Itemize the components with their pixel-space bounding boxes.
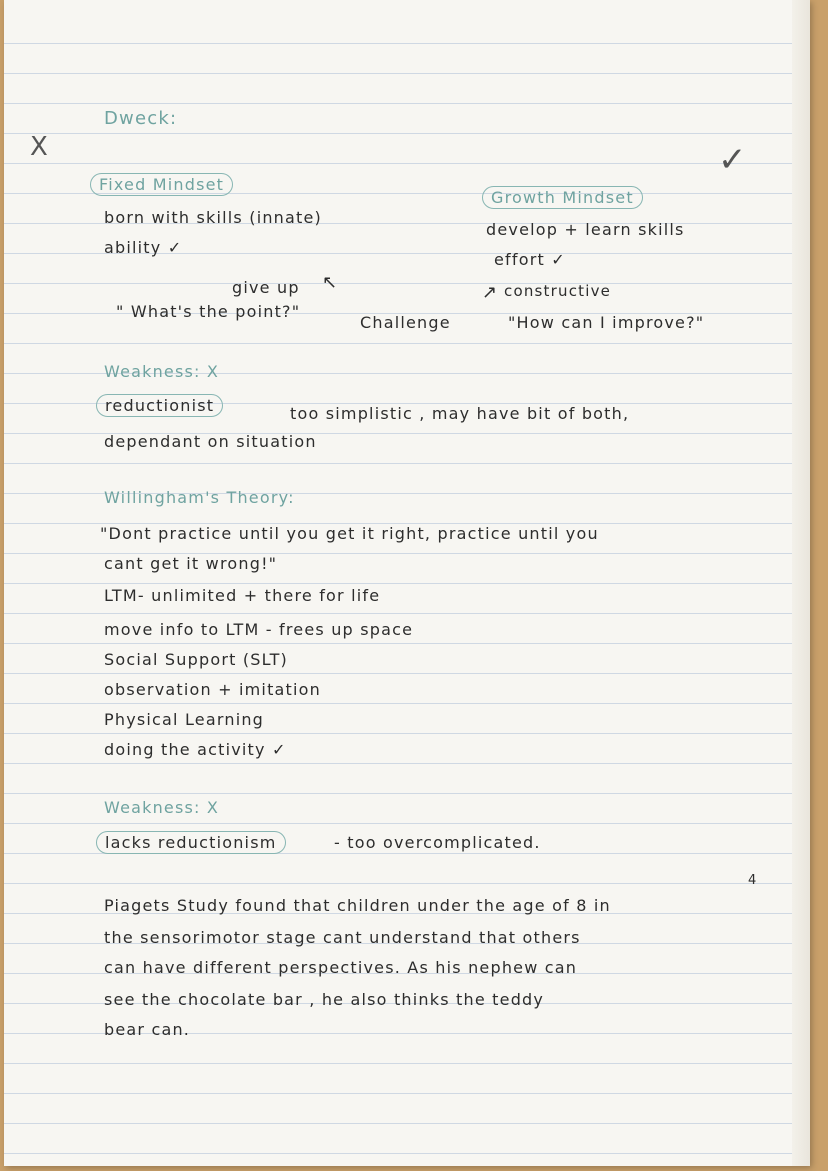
dweck-weakness-text2: dependant on situation xyxy=(104,432,317,451)
willingham-line-6: observation + imitation xyxy=(104,680,322,699)
growth-mindset-title: Growth Mindset xyxy=(482,186,643,209)
arrow-up-left-icon: ↖ xyxy=(322,272,339,293)
piaget-line-4: see the chocolate bar , he also thinks the teddy xyxy=(104,990,545,1009)
fixed-quote: " What's the point?" xyxy=(116,302,301,321)
willingham-line-1: "Dont practice until you get it right, practice until you xyxy=(100,524,599,543)
fixed-line-ability: ability ✓ xyxy=(104,238,183,257)
willingham-line-8: doing the activity ✓ xyxy=(104,740,287,759)
growth-line-develop: develop + learn skills xyxy=(486,220,685,239)
page-edge xyxy=(792,0,810,1166)
growth-line-effort: effort ✓ xyxy=(494,250,566,269)
piaget-line-1: Piagets Study found that children under the age of 8 in xyxy=(104,896,611,915)
lacks-reductionism-tag: lacks reductionism xyxy=(96,831,286,854)
age-correction-superscript: 4 xyxy=(748,873,758,888)
fixed-give-up: give up xyxy=(232,278,300,297)
willingham-heading: Willingham's Theory: xyxy=(104,488,295,507)
reductionist-tag: reductionist xyxy=(96,394,223,417)
willingham-weakness-text: - too overcomplicated. xyxy=(334,833,541,852)
growth-quote: "How can I improve?" xyxy=(508,313,705,332)
growth-constructive: constructive xyxy=(504,282,612,300)
willingham-line-4: move info to LTM - frees up space xyxy=(104,620,414,639)
growth-tick-mark: ✓ xyxy=(718,140,747,180)
willingham-weakness-title: Weakness: X xyxy=(104,798,220,817)
notebook-page xyxy=(4,0,810,1166)
challenge-label: Challenge xyxy=(360,313,451,332)
piaget-line-5: bear can. xyxy=(104,1020,191,1039)
dweck-heading: Dweck: xyxy=(104,108,178,129)
willingham-line-2: cant get it wrong!" xyxy=(104,554,278,573)
fixed-line-innate: born with skills (innate) xyxy=(104,208,322,227)
dweck-weakness-title: Weakness: X xyxy=(104,362,220,381)
fixed-mindset-title: Fixed Mindset xyxy=(90,173,233,196)
willingham-line-3: LTM- unlimited + there for life xyxy=(104,586,381,605)
margin-cross-mark: X xyxy=(30,132,48,162)
dweck-weakness-text: too simplistic , may have bit of both, xyxy=(290,404,630,423)
willingham-line-5: Social Support (SLT) xyxy=(104,650,288,669)
piaget-line-3: can have different perspectives. As his nephew can xyxy=(104,958,578,977)
piaget-line-2: the sensorimotor stage cant understand that others xyxy=(104,928,581,947)
willingham-line-7: Physical Learning xyxy=(104,710,265,729)
arrow-up-right-icon: ↗ xyxy=(482,282,499,303)
